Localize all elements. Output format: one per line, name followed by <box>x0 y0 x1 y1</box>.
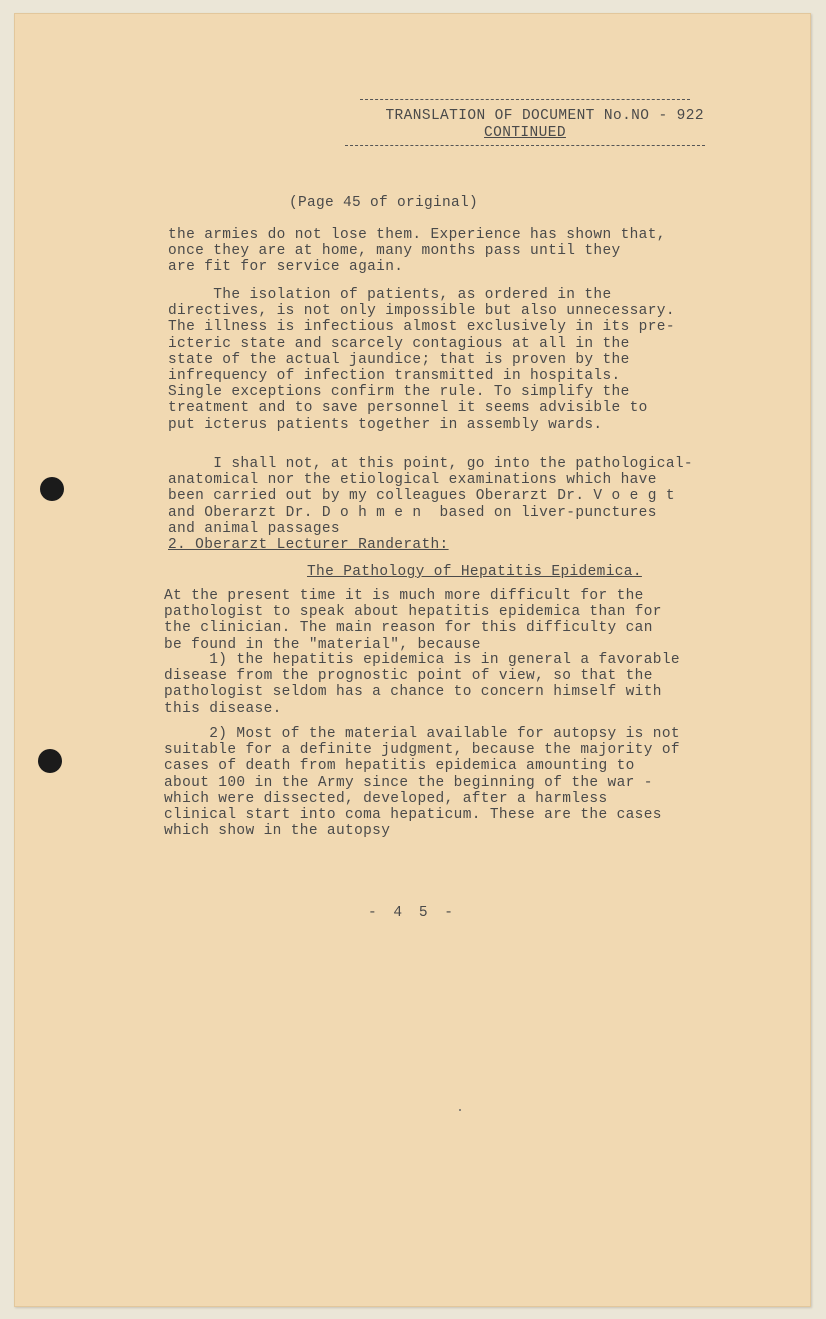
paragraph-5: 1) the hepatitis epidemica is in general a favorable disease from the prognostic point of view, so that the pathologist seldom has a chance to concern himself with this disease. <box>164 652 680 717</box>
document-page <box>14 13 811 1307</box>
paper-speck <box>459 1109 461 1111</box>
section-heading: 2. Oberarzt Lecturer Randerath: <box>168 537 449 553</box>
paragraph-6: 2) Most of the material available for autopsy is not suitable for a definite judgment, because the majority of cases of death from hepatitis epidemica amounting to about 100 in the Army since the beginning of the war - which were dissected, developed, after a harmless clinical start into coma hepaticum. These are the cases which show in the autopsy <box>164 726 680 840</box>
paragraph-1: the armies do not lose them. Experience has shown that, once they are at home, many months pass until they are fit for service again. <box>168 227 666 276</box>
paragraph-2: The isolation of patients, as ordered in the directives, is not only impossible but also unnecessary. The illness is infectious almost exclusively in its pre- icteric state and scarcely contagious at all in the state of the actual jaundice; that is proven by the infrequency of infection transmitted in hospitals. Single exceptions confirm the rule. To simplify the treatment and to save personnel it seems advisible to put icterus patients together in assembly wards. <box>168 287 675 433</box>
paragraph-4: At the present time it is much more difficult for the pathologist to speak about hepatitis epidemica than for the clinician. The main reason for this difficulty can be found in the "material", because <box>164 588 662 653</box>
paragraph-3: I shall not, at this point, go into the pathological- anatomical nor the etiological examinations which have been carried out by my colleagues Oberarzt Dr. V o e g t and Oberarzt Dr. D o h m e n based on liver-punctures and animal passages <box>168 456 693 537</box>
page-number: - 4 5 - <box>368 905 457 921</box>
header-continued: CONTINUED <box>484 125 566 141</box>
header-bottom-rule <box>345 145 705 146</box>
header-title: TRANSLATION OF DOCUMENT No.NO - 922 <box>385 108 704 124</box>
punch-hole-lower <box>38 749 62 773</box>
page-reference: (Page 45 of original) <box>289 195 479 211</box>
document-header <box>340 99 710 146</box>
punch-hole-upper <box>40 477 64 501</box>
section-subtitle: The Pathology of Hepatitis Epidemica. <box>307 564 642 580</box>
